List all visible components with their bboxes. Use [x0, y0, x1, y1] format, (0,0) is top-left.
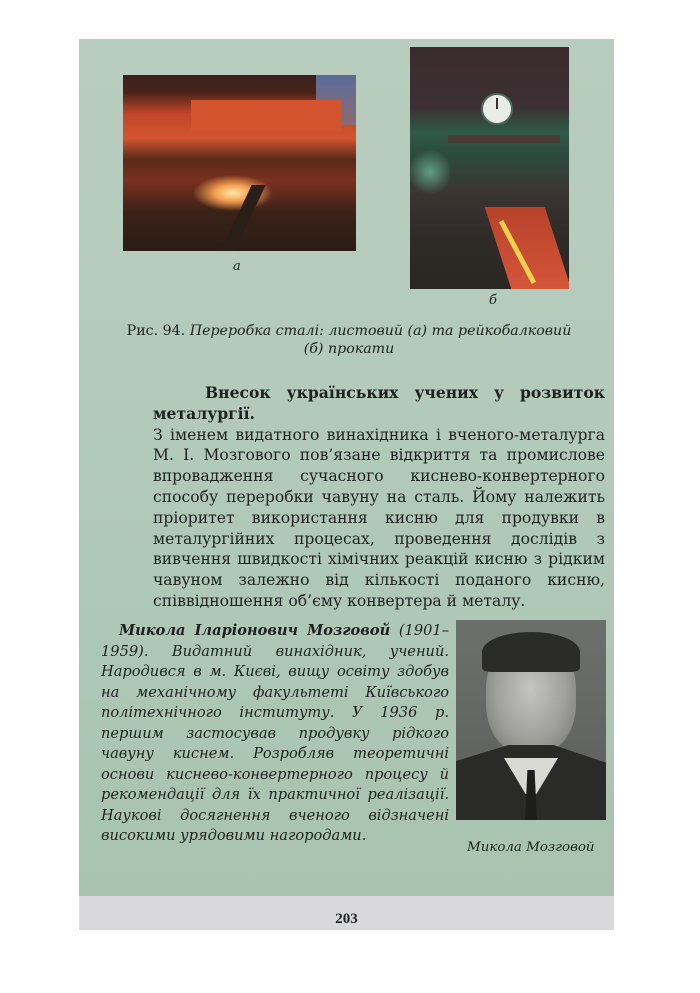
page-content-area: [79, 39, 614, 896]
figure-caption-text: Переробка сталі: листовий (а) та рейкобалковий (б) прокати: [189, 323, 572, 357]
section-heading: Внесок українських учених у розвиток металургії.: [153, 383, 605, 423]
page-number: 203: [335, 911, 358, 927]
portrait-caption: Микола Мозговой: [467, 840, 595, 855]
photo-rail-beam-rolling: [410, 47, 569, 289]
clock-icon: [481, 93, 513, 125]
figure-caption: [119, 322, 579, 358]
photo-detail: [448, 135, 560, 143]
portrait-hair: [482, 632, 580, 672]
figure-number: Рис. 94.: [126, 323, 186, 339]
crane-beam: [191, 100, 341, 132]
figure-label-a: а: [233, 259, 241, 274]
textbook-page: [79, 39, 614, 930]
figure-label-b: б: [489, 293, 497, 308]
biography-box: [101, 621, 449, 847]
photo-detail: [214, 185, 265, 251]
photo-detail: [410, 147, 450, 197]
portrait-photo: [456, 620, 606, 820]
bio-name: Микола Іларіонович Мозговой: [119, 622, 391, 639]
photo-sheet-rolling: [123, 75, 356, 251]
section-body: [153, 383, 605, 612]
bio-text: (1901–1959). Видатний винахідник, учений. Народився в м. Києві, вищу освіту здобув на механічному факультеті Київського політехнічного інституту. У 1936 р. першим застосував продувку рідкого чавуну киснем. Розробляв теоретичні основи киснево-конвертерного процесу й рекомендації для їх практичної реалізації. Наукові досягнення вченого відзначені високими урядовими нагородами.: [101, 622, 449, 844]
section-paragraph: З іменем видатного винахідника і вченого-металурга М. І. Мозгового пов’язане відкриття та промислове впровадження сучасного киснево-конвертерного способу переробки чавуну на сталь. Йому належить пріоритет використання кисню для продувки в металургійних процесах, проведення дослідів з вивчення швидкості хімічних реакцій кисню з рідким чавуном залежно від кількості поданого кисню, співвідношення об’єму конвертера й металу.: [153, 425, 605, 610]
